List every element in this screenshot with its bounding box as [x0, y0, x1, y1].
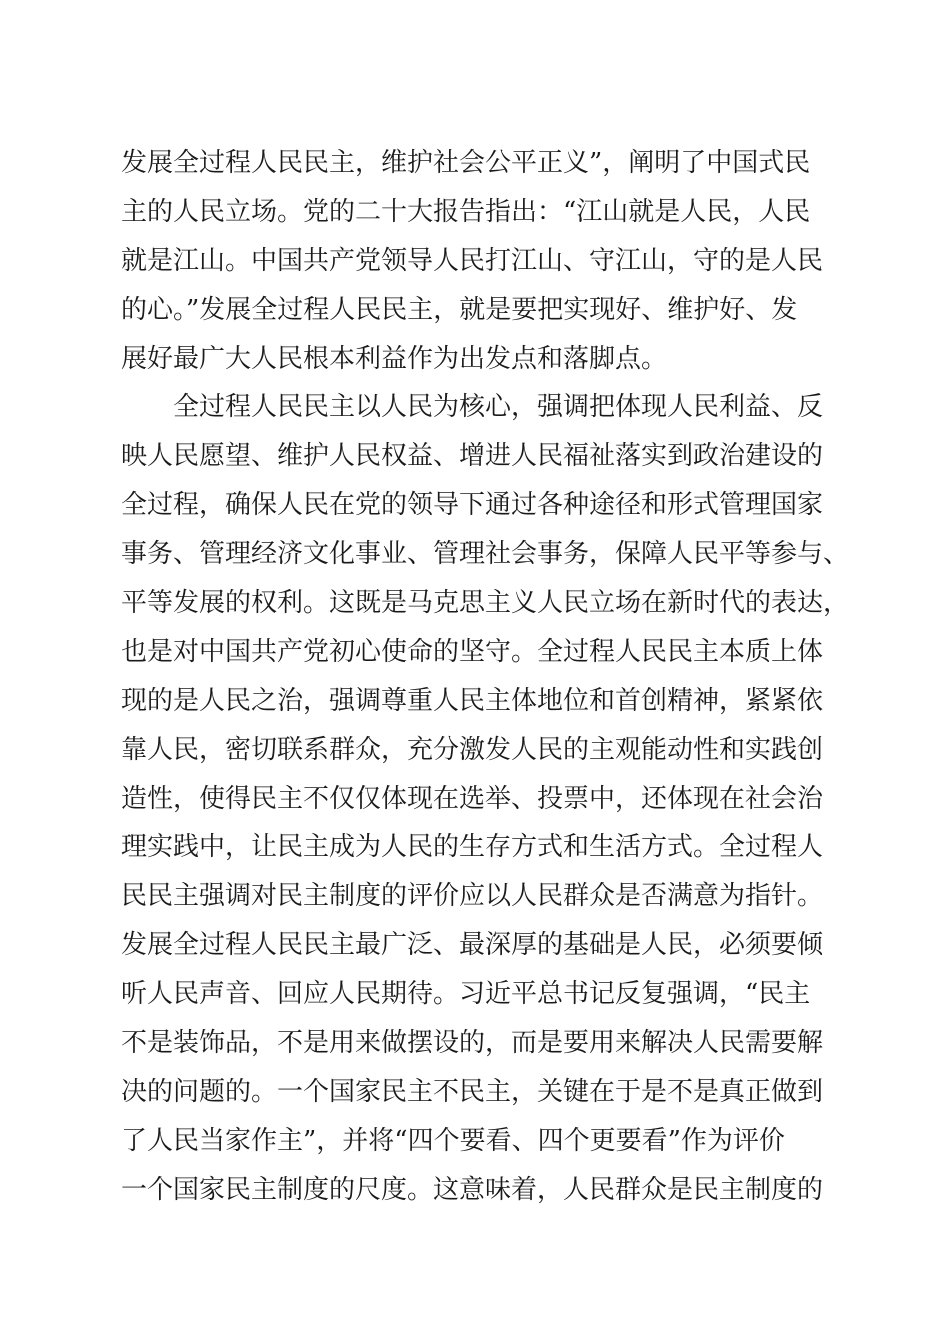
- paragraph-2: [121, 383, 850, 1214]
- text-line: 就是江山。中国共产党领导人民打江山、守江山，守的是人民: [121, 245, 824, 276]
- text-line: 决的问题的。一个国家民主不民主，关键在于是不是真正做到: [121, 1076, 824, 1107]
- text-line: 不是装饰品，不是用来做摆设的，而是要用来解决人民需要解: [121, 1028, 824, 1059]
- text-line: 展好最广大人民根本利益作为出发点和落脚点。: [121, 343, 668, 374]
- text-line: 主的人民立场。党的二十大报告指出：“江山就是人民，人民: [121, 196, 811, 227]
- text-line: 发展全过程人民民主，维护社会公平正义”，阐明了中国式民: [121, 148, 811, 178]
- text-line: 也是对中国共产党初心使命的坚守。全过程人民民主本质上体: [121, 636, 824, 667]
- text-line: 一个国家民主制度的尺度。这意味着，人民群众是民主制度的: [121, 1174, 824, 1205]
- text-line: 听人民声音、回应人民期待。习近平总书记反复强调，“民主: [121, 979, 811, 1010]
- text-line: 靠人民，密切联系群众，充分激发人民的主观能动性和实践创: [121, 734, 824, 765]
- body-text: [121, 139, 850, 1215]
- text-line: 造性，使得民主不仅仅体现在选举、投票中，还体现在社会治: [121, 783, 824, 814]
- text-line: 的心。”发展全过程人民民主，就是要把实现好、维护好、发: [121, 294, 798, 325]
- text-line: 全过程人民民主以人民为核心，强调把体现人民利益、反: [173, 392, 824, 423]
- text-line: 现的是人民之治，强调尊重人民主体地位和首创精神，紧紧依: [121, 685, 824, 716]
- text-line: 了人民当家作主”，并将“四个要看、四个更要看”作为评价: [121, 1125, 785, 1156]
- text-line: 发展全过程人民民主最广泛、最深厚的基础是人民，必须要倾: [121, 930, 824, 961]
- text-line: 平等发展的权利。这既是马克思主义人民立场在新时代的表达，: [121, 588, 850, 619]
- text-line: 事务、管理经济文化事业、管理社会事务，保障人民平等参与、: [121, 539, 850, 570]
- text-line: 民民主强调对民主制度的评价应以人民群众是否满意为指针。: [121, 881, 824, 912]
- text-line: 全过程，确保人民在党的领导下通过各种途径和形式管理国家: [121, 490, 824, 521]
- text-line: 理实践中，让民主成为人民的生存方式和生活方式。全过程人: [121, 832, 824, 863]
- text-line: 映人民愿望、维护人民权益、增进人民福祉落实到政治建设的: [121, 441, 824, 472]
- paragraph-1: [121, 139, 831, 383]
